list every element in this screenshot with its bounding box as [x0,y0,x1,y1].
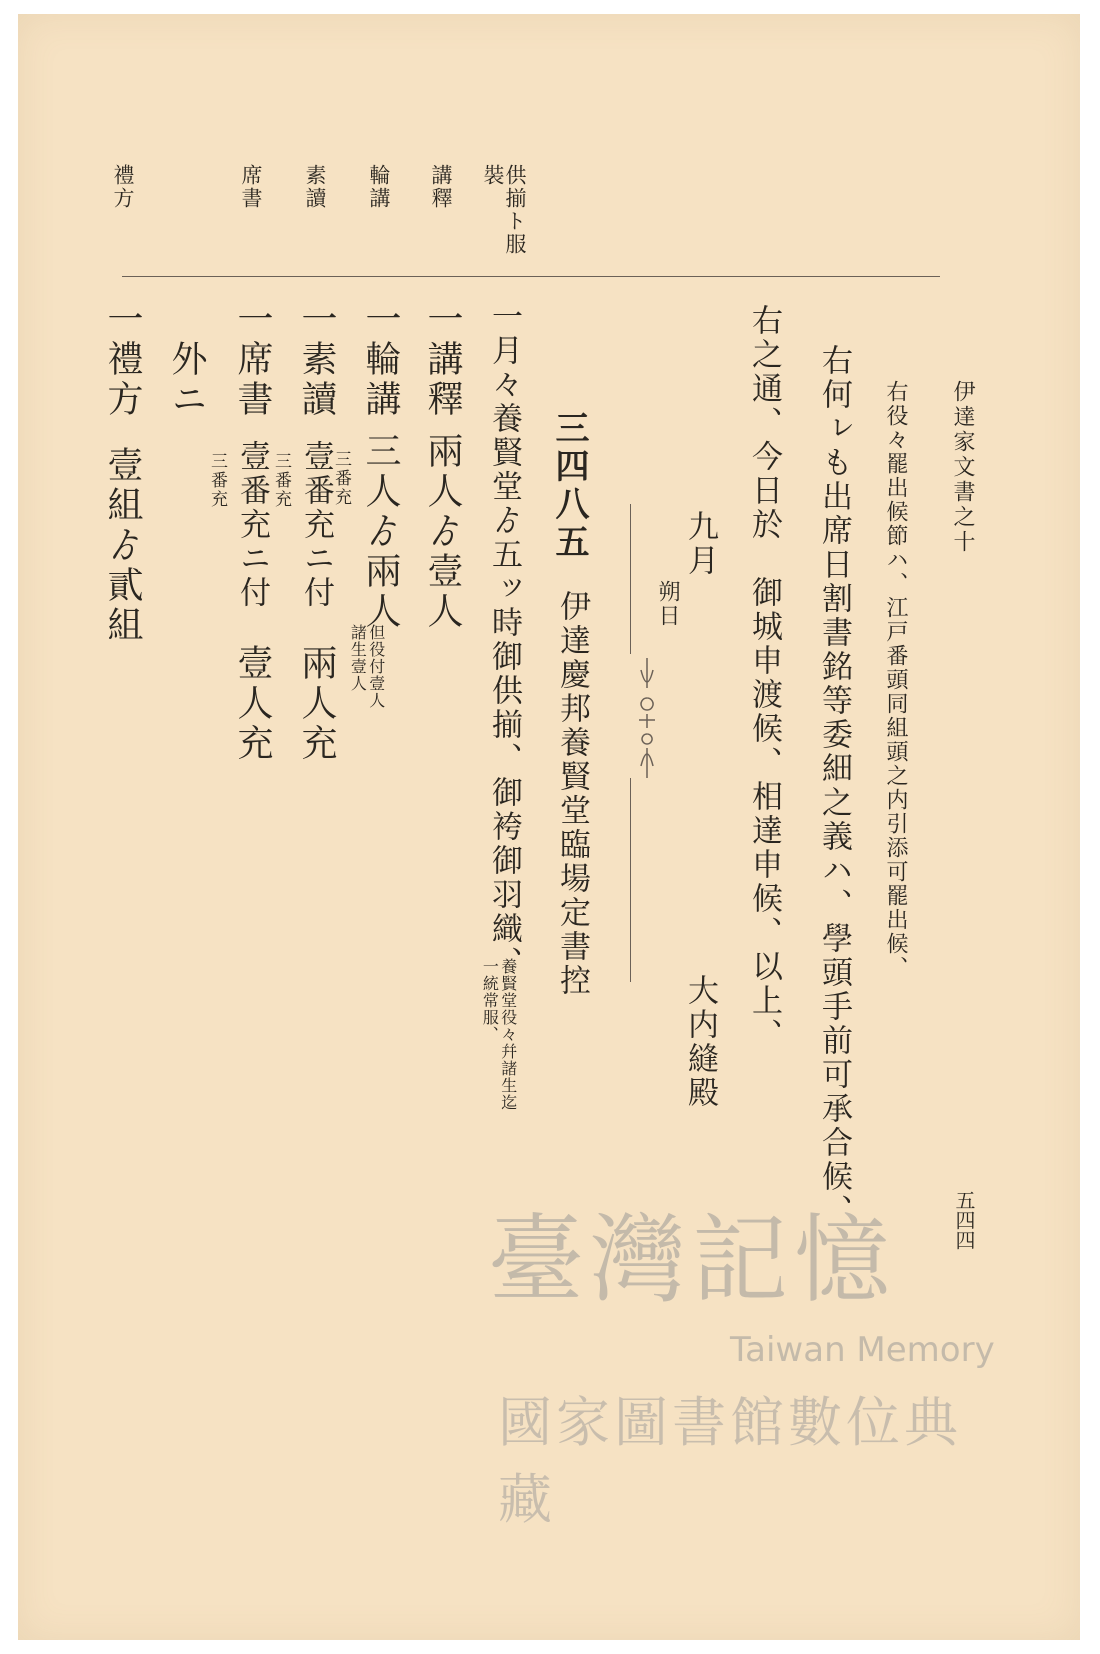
item-sodoku-value: 壹番充ニ付 [298,440,334,610]
item-rinkou: 一輪講 [360,300,401,420]
document-page [18,14,1080,1640]
item-sekisho-value: 壹番充ニ付 [234,440,270,610]
top-label-kyo: 供揃ト服 [503,164,527,256]
date-month: 九月 [682,510,718,578]
item-rinkou-sub: 三番充 [331,450,351,507]
prev-line-1: 右役々罷出候節ハ、江戸番頭同組頭之内引添可罷出候、 [883,380,908,980]
rinkou-note-a: 但役付壹人 [366,624,386,709]
rinkou-note-b: 諸生壹人 [348,624,368,692]
top-label-sodoku: 素讀 [303,164,327,210]
prev-line-2: 右何ㇾも出席日割書銘等委細之義ハ、學頭手前可承合候、 [816,344,852,1228]
document-title: 伊達慶邦養賢堂臨場定書控 [554,590,590,998]
doc-line-1-note [480,958,517,1111]
item-reihou: 一禮方 [102,300,143,420]
top-label-sekisho: 席書 [239,164,263,210]
prev-line-3: 右之通、今日於 御城申渡候、相達申候、以上、 [746,304,782,1052]
separator-line-upper [630,504,631,654]
watermark-cjk: 臺灣記憶 [488,1204,896,1316]
top-label-reihou: 禮方 [111,164,135,210]
separator-ornament-icon [635,658,659,778]
running-title: 伊達家文書之十 [950,380,975,555]
note-a: 養賢堂役々幷諸生迄 [498,958,518,1111]
note-b: 一統常服、 [480,958,500,1043]
item-kosyaku-value: 兩人ゟ壹人 [422,432,463,632]
item-soto: 外ニ [166,340,207,420]
separator-line-lower [630,778,631,982]
item-rinkou-note [348,624,385,709]
item-rinkou-value: 三人ゟ兩人 [360,432,401,632]
page-number: 五四四 [952,1190,976,1250]
addressee: 大内縫殿 [682,974,718,1110]
item-sekisho: 一席書 [232,300,273,420]
top-label-kosyaku: 講釋 [429,164,453,210]
watermark-english: Taiwan Memory [730,1330,995,1370]
top-label-rinkou: 輪講 [367,164,391,210]
doc-line-1: 一月々養賢堂ゟ五ッ時御供揃、御袴御羽織、 [486,300,522,980]
item-sekisho-sub: 三番充 [207,452,227,509]
item-sodoku-sub: 三番充 [271,452,291,509]
date-day: 朔日 [655,580,680,628]
top-label-sou: 裝 [481,164,505,187]
item-reihou-value: 壹組ゟ貳組 [102,446,143,646]
item-sekisho-value-2: 壹人充 [232,644,273,764]
item-kosyaku: 一講釋 [422,300,463,420]
item-sodoku: 一素讀 [296,300,337,420]
item-sodoku-value-2: 兩人充 [296,644,337,764]
top-rule [122,276,940,277]
watermark-library: 國家圖書館數位典藏 [498,1391,962,1531]
watermark [488,1184,1008,1531]
document-number: 三四八五 [549,410,589,562]
